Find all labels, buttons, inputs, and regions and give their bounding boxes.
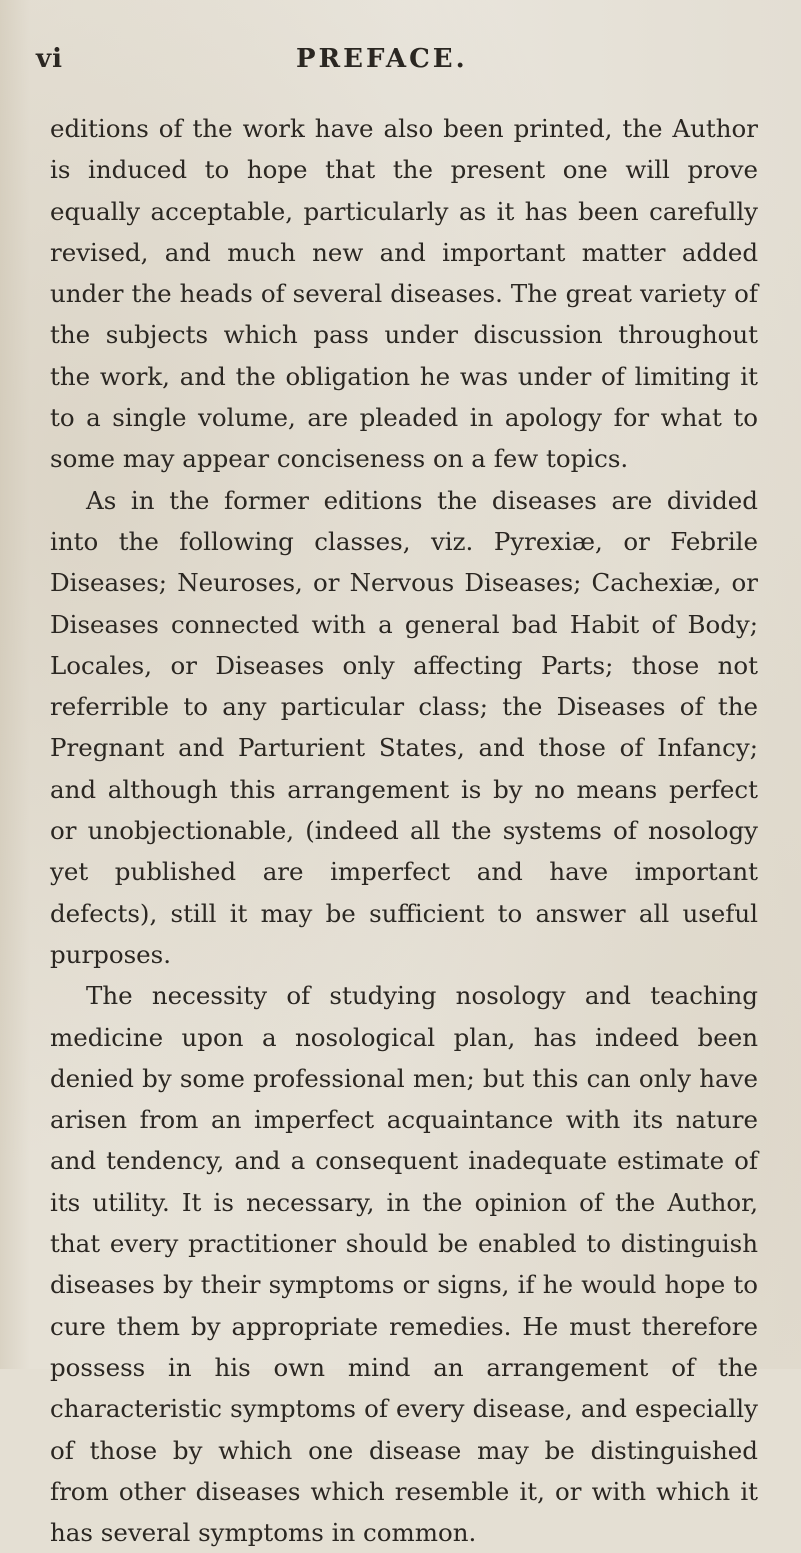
header-title: PREFACE. [296,44,468,74]
body-text [50,108,758,1553]
paragraph-1: editions of the work have also been printed, the Author is induced to hope that the present one will prove equally acceptable, particularly as it has been carefully revised, and much new and important matter added under the heads of several diseases. The great variety of the subjects which pass under discussion throughout the work, and the obligation he was under of limiting it to a single volume, are pleaded in apology for what to some may appear conciseness on a few topics. [50,114,758,474]
paragraph-2: As in the former editions the diseases are divided into the following classes, viz. Pyrexiæ, or Febrile Diseases; Neuroses, or Nervous Diseases; Cachexiæ, or Diseases connected with a general bad Habit of Body; Locales, or Diseases only affecting Parts; those not referrible to any particular class; the Diseases of the Pregnant and Parturient States, and those of Infancy; and although this arrangement is by no means perfect or unobjectionable, (indeed all the systems of nosology yet published are imperfect and have important defects), still it may be sufficient to answer all useful purposes. [50,485,758,969]
paragraph-3: The necessity of studying nosology and teaching medicine upon a nosological plan, has indeed been denied by some professional men; but this can only have arisen from an imperfect acquaintance with its nature and tendency, and a consequent inadequate estimate of its utility. It is necessary, in the opinion of the Author, that every practitioner should be enabled to distinguish diseases by their symptoms or signs, if he would hope to cure them by appropriate remedies. He must therefore possess in his own mind an arrangement of the characteristic symptoms of every disease, and especially of those by which one disease may be distinguished from other diseases which resemble it, or with which it has several symptoms in common. [50,981,758,1548]
running-head [36,44,756,84]
page-number: vi [36,44,63,74]
